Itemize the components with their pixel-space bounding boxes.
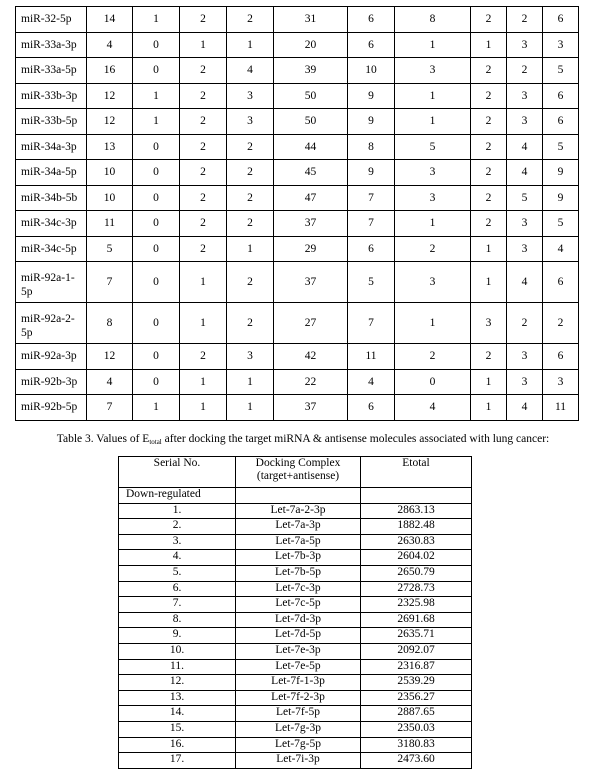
value-cell: 2 — [180, 185, 227, 211]
value-cell: 6 — [348, 32, 395, 58]
table-row — [16, 185, 579, 211]
value-cell: 14 — [87, 7, 133, 33]
value-cell: 50 — [274, 83, 348, 109]
value-cell: 0 — [133, 58, 180, 84]
value-cell: 2 — [471, 7, 507, 33]
value-cell: 3 — [395, 185, 471, 211]
value-cell: 2 — [471, 58, 507, 84]
value-cell: 5 — [543, 134, 579, 160]
docking-complex-cell: Let-7g-5p — [236, 737, 361, 753]
mirna-name-cell: miR-34a-5p — [16, 160, 87, 186]
value-cell: 1 — [227, 32, 274, 58]
value-cell: 3 — [543, 32, 579, 58]
mirna-name-cell: miR-33b-5p — [16, 109, 87, 135]
table-row — [119, 503, 472, 519]
header-etotal: Etotal — [361, 457, 472, 488]
value-cell: 2 — [180, 344, 227, 370]
etotal-cell: 2630.83 — [361, 534, 472, 550]
etotal-cell: 1882.48 — [361, 519, 472, 535]
value-cell: 5 — [543, 58, 579, 84]
serial-cell: 10. — [119, 643, 236, 659]
value-cell: 0 — [133, 303, 180, 344]
value-cell: 47 — [274, 185, 348, 211]
caption-text-before: Table 3. Values of E — [56, 433, 150, 445]
section-label: Down-regulated — [119, 488, 236, 504]
mirna-name-cell: miR-32-5p — [16, 7, 87, 33]
value-cell: 1 — [395, 83, 471, 109]
table-row — [119, 612, 472, 628]
value-cell: 20 — [274, 32, 348, 58]
value-cell: 5 — [543, 211, 579, 237]
value-cell: 6 — [543, 262, 579, 303]
table-row — [119, 643, 472, 659]
caption-subscript: total — [149, 438, 162, 446]
etotal-cell: 2604.02 — [361, 550, 472, 566]
value-cell: 0 — [133, 32, 180, 58]
value-cell: 42 — [274, 344, 348, 370]
serial-cell: 4. — [119, 550, 236, 566]
value-cell: 4 — [543, 236, 579, 262]
etotal-cell: 2650.79 — [361, 565, 472, 581]
table-row — [16, 344, 579, 370]
etotal-cell: 2728.73 — [361, 581, 472, 597]
value-cell: 7 — [348, 185, 395, 211]
value-cell: 13 — [87, 134, 133, 160]
docking-complex-cell: Let-7i-3p — [236, 753, 361, 769]
value-cell: 1 — [180, 32, 227, 58]
value-cell: 1 — [133, 395, 180, 421]
value-cell: 2 — [471, 134, 507, 160]
value-cell: 1 — [180, 369, 227, 395]
mirna-name-cell: miR-92a-2-5p — [16, 303, 87, 344]
value-cell: 3 — [395, 160, 471, 186]
value-cell: 3 — [507, 236, 543, 262]
table-row — [119, 628, 472, 644]
value-cell: 7 — [348, 211, 395, 237]
value-cell: 3 — [507, 83, 543, 109]
value-cell: 5 — [87, 236, 133, 262]
value-cell: 6 — [543, 83, 579, 109]
value-cell: 1 — [471, 369, 507, 395]
value-cell: 0 — [133, 211, 180, 237]
etotal-cell: 2635.71 — [361, 628, 472, 644]
value-cell: 16 — [87, 58, 133, 84]
serial-cell: 1. — [119, 503, 236, 519]
value-cell: 2 — [180, 83, 227, 109]
value-cell: 2 — [227, 185, 274, 211]
etotal-cell: 3180.83 — [361, 737, 472, 753]
value-cell: 37 — [274, 211, 348, 237]
table-row — [119, 597, 472, 613]
docking-complex-cell: Let-7f-2-3p — [236, 690, 361, 706]
value-cell: 2 — [395, 236, 471, 262]
value-cell: 2 — [471, 83, 507, 109]
table-row — [16, 160, 579, 186]
value-cell: 9 — [348, 109, 395, 135]
mirna-feature-table — [15, 6, 579, 421]
serial-cell: 17. — [119, 753, 236, 769]
value-cell: 29 — [274, 236, 348, 262]
value-cell: 3 — [471, 303, 507, 344]
value-cell: 1 — [227, 369, 274, 395]
value-cell: 3 — [395, 58, 471, 84]
value-cell: 2 — [395, 344, 471, 370]
value-cell: 3 — [507, 211, 543, 237]
value-cell: 6 — [348, 7, 395, 33]
value-cell: 12 — [87, 83, 133, 109]
docking-complex-cell: Let-7g-3p — [236, 721, 361, 737]
value-cell: 2 — [227, 262, 274, 303]
serial-cell: 5. — [119, 565, 236, 581]
value-cell: 4 — [507, 160, 543, 186]
table-row — [16, 32, 579, 58]
serial-cell: 7. — [119, 597, 236, 613]
etotal-cell: 2092.07 — [361, 643, 472, 659]
value-cell: 6 — [348, 395, 395, 421]
caption-text-after: after docking the target miRNA & antisense molecules associated with lung cancer: — [161, 433, 550, 445]
table-row — [119, 721, 472, 737]
table-row — [119, 519, 472, 535]
etotal-table-body — [119, 457, 472, 769]
docking-complex-cell: Let-7f-1-3p — [236, 675, 361, 691]
value-cell: 0 — [133, 236, 180, 262]
value-cell: 2 — [180, 7, 227, 33]
table-row — [119, 659, 472, 675]
table-row — [119, 675, 472, 691]
value-cell: 11 — [87, 211, 133, 237]
value-cell: 2 — [471, 211, 507, 237]
docking-complex-cell: Let-7a-2-3p — [236, 503, 361, 519]
value-cell: 2 — [227, 160, 274, 186]
docking-complex-cell: Let-7b-5p — [236, 565, 361, 581]
value-cell: 37 — [274, 395, 348, 421]
value-cell: 0 — [133, 134, 180, 160]
table-row — [16, 303, 579, 344]
value-cell: 0 — [133, 344, 180, 370]
value-cell: 4 — [507, 395, 543, 421]
serial-cell: 3. — [119, 534, 236, 550]
table-row — [119, 753, 472, 769]
value-cell: 1 — [227, 395, 274, 421]
serial-cell: 15. — [119, 721, 236, 737]
value-cell: 1 — [395, 211, 471, 237]
value-cell: 6 — [543, 344, 579, 370]
value-cell: 8 — [348, 134, 395, 160]
etotal-cell: 2325.98 — [361, 597, 472, 613]
value-cell: 7 — [87, 262, 133, 303]
value-cell: 2 — [180, 134, 227, 160]
value-cell: 2 — [471, 109, 507, 135]
value-cell: 39 — [274, 58, 348, 84]
etotal-table — [118, 456, 472, 769]
value-cell: 6 — [348, 236, 395, 262]
docking-complex-cell: Let-7d-5p — [236, 628, 361, 644]
value-cell: 4 — [507, 134, 543, 160]
value-cell: 1 — [133, 7, 180, 33]
value-cell: 1 — [471, 262, 507, 303]
value-cell: 6 — [543, 109, 579, 135]
value-cell: 3 — [395, 262, 471, 303]
value-cell: 3 — [543, 369, 579, 395]
mirna-feature-table-body — [16, 7, 579, 421]
value-cell: 0 — [133, 369, 180, 395]
table-row — [119, 706, 472, 722]
value-cell: 31 — [274, 7, 348, 33]
section-empty-cell — [361, 488, 472, 504]
value-cell: 4 — [87, 32, 133, 58]
serial-cell: 6. — [119, 581, 236, 597]
mirna-name-cell: miR-92a-3p — [16, 344, 87, 370]
mirna-name-cell: miR-34b-5b — [16, 185, 87, 211]
value-cell: 2 — [227, 303, 274, 344]
value-cell: 4 — [348, 369, 395, 395]
value-cell: 37 — [274, 262, 348, 303]
value-cell: 0 — [133, 185, 180, 211]
value-cell: 7 — [87, 395, 133, 421]
table-row — [16, 7, 579, 33]
table-row — [16, 369, 579, 395]
serial-cell: 8. — [119, 612, 236, 628]
docking-complex-cell: Let-7a-5p — [236, 534, 361, 550]
header-serial: Serial No. — [119, 457, 236, 488]
value-cell: 2 — [543, 303, 579, 344]
value-cell: 3 — [507, 32, 543, 58]
serial-cell: 11. — [119, 659, 236, 675]
mirna-name-cell: miR-33a-3p — [16, 32, 87, 58]
value-cell: 2 — [507, 58, 543, 84]
value-cell: 22 — [274, 369, 348, 395]
value-cell: 0 — [395, 369, 471, 395]
value-cell: 8 — [87, 303, 133, 344]
value-cell: 2 — [180, 109, 227, 135]
value-cell: 5 — [395, 134, 471, 160]
value-cell: 9 — [543, 160, 579, 186]
serial-cell: 16. — [119, 737, 236, 753]
value-cell: 10 — [87, 185, 133, 211]
value-cell: 3 — [507, 109, 543, 135]
table-row — [119, 737, 472, 753]
value-cell: 2 — [471, 160, 507, 186]
value-cell: 2 — [227, 211, 274, 237]
value-cell: 45 — [274, 160, 348, 186]
value-cell: 1 — [133, 109, 180, 135]
mirna-name-cell: miR-92a-1-5p — [16, 262, 87, 303]
table-row — [16, 83, 579, 109]
value-cell: 4 — [227, 58, 274, 84]
docking-complex-cell: Let-7d-3p — [236, 612, 361, 628]
value-cell: 9 — [348, 83, 395, 109]
table-row — [119, 534, 472, 550]
value-cell: 0 — [133, 160, 180, 186]
table-row — [119, 690, 472, 706]
mirna-name-cell: miR-34c-3p — [16, 211, 87, 237]
docking-complex-cell: Let-7c-5p — [236, 597, 361, 613]
value-cell: 2 — [471, 185, 507, 211]
value-cell: 5 — [507, 185, 543, 211]
docking-complex-cell: Let-7c-3p — [236, 581, 361, 597]
etotal-cell: 2473.60 — [361, 753, 472, 769]
value-cell: 12 — [87, 109, 133, 135]
section-row — [119, 488, 472, 504]
docking-complex-cell: Let-7f-5p — [236, 706, 361, 722]
value-cell: 1 — [133, 83, 180, 109]
value-cell: 1 — [180, 262, 227, 303]
table-row — [119, 581, 472, 597]
value-cell: 11 — [348, 344, 395, 370]
table-row — [16, 58, 579, 84]
value-cell: 50 — [274, 109, 348, 135]
etotal-cell: 2356.27 — [361, 690, 472, 706]
table-row — [16, 395, 579, 421]
mirna-name-cell: miR-92b-5p — [16, 395, 87, 421]
value-cell: 5 — [348, 262, 395, 303]
table-row — [119, 550, 472, 566]
value-cell: 1 — [180, 303, 227, 344]
value-cell: 10 — [348, 58, 395, 84]
value-cell: 3 — [507, 344, 543, 370]
etotal-cell: 2539.29 — [361, 675, 472, 691]
etotal-cell: 2887.65 — [361, 706, 472, 722]
etotal-header-row — [119, 457, 472, 488]
docking-complex-cell: Let-7e-3p — [236, 643, 361, 659]
etotal-cell: 2691.68 — [361, 612, 472, 628]
etotal-cell: 2350.03 — [361, 721, 472, 737]
value-cell: 1 — [395, 303, 471, 344]
etotal-cell: 2863.13 — [361, 503, 472, 519]
value-cell: 1 — [471, 395, 507, 421]
serial-cell: 2. — [119, 519, 236, 535]
serial-cell: 14. — [119, 706, 236, 722]
value-cell: 1 — [471, 236, 507, 262]
value-cell: 27 — [274, 303, 348, 344]
docking-complex-cell: Let-7b-3p — [236, 550, 361, 566]
table-row — [16, 109, 579, 135]
value-cell: 4 — [87, 369, 133, 395]
header-docking-complex: Docking Complex (target+antisense) — [236, 457, 361, 488]
table3-caption — [0, 433, 606, 446]
value-cell: 7 — [348, 303, 395, 344]
value-cell: 1 — [180, 395, 227, 421]
value-cell: 2 — [180, 211, 227, 237]
value-cell: 1 — [471, 32, 507, 58]
value-cell: 0 — [133, 262, 180, 303]
value-cell: 2 — [180, 160, 227, 186]
value-cell: 4 — [395, 395, 471, 421]
docking-complex-cell: Let-7a-3p — [236, 519, 361, 535]
value-cell: 44 — [274, 134, 348, 160]
mirna-name-cell: miR-92b-3p — [16, 369, 87, 395]
value-cell: 6 — [543, 7, 579, 33]
table-row — [16, 134, 579, 160]
table-row — [16, 211, 579, 237]
value-cell: 2 — [227, 7, 274, 33]
etotal-cell: 2316.87 — [361, 659, 472, 675]
value-cell: 2 — [227, 134, 274, 160]
mirna-name-cell: miR-34a-3p — [16, 134, 87, 160]
value-cell: 2 — [507, 7, 543, 33]
mirna-name-cell: miR-33a-5p — [16, 58, 87, 84]
value-cell: 3 — [227, 109, 274, 135]
value-cell: 2 — [180, 58, 227, 84]
table-row — [119, 565, 472, 581]
serial-cell: 12. — [119, 675, 236, 691]
value-cell: 3 — [227, 83, 274, 109]
value-cell: 1 — [227, 236, 274, 262]
value-cell: 8 — [395, 7, 471, 33]
serial-cell: 9. — [119, 628, 236, 644]
value-cell: 2 — [180, 236, 227, 262]
value-cell: 4 — [507, 262, 543, 303]
docking-complex-cell: Let-7e-5p — [236, 659, 361, 675]
value-cell: 10 — [87, 160, 133, 186]
value-cell: 3 — [507, 369, 543, 395]
value-cell: 12 — [87, 344, 133, 370]
value-cell: 3 — [227, 344, 274, 370]
value-cell: 2 — [471, 344, 507, 370]
value-cell: 11 — [543, 395, 579, 421]
value-cell: 1 — [395, 109, 471, 135]
mirna-name-cell: miR-33b-3p — [16, 83, 87, 109]
value-cell: 1 — [395, 32, 471, 58]
serial-cell: 13. — [119, 690, 236, 706]
value-cell: 9 — [348, 160, 395, 186]
table-row — [16, 236, 579, 262]
mirna-name-cell: miR-34c-5p — [16, 236, 87, 262]
section-empty-cell — [236, 488, 361, 504]
table-row — [16, 262, 579, 303]
value-cell: 2 — [507, 303, 543, 344]
value-cell: 9 — [543, 185, 579, 211]
